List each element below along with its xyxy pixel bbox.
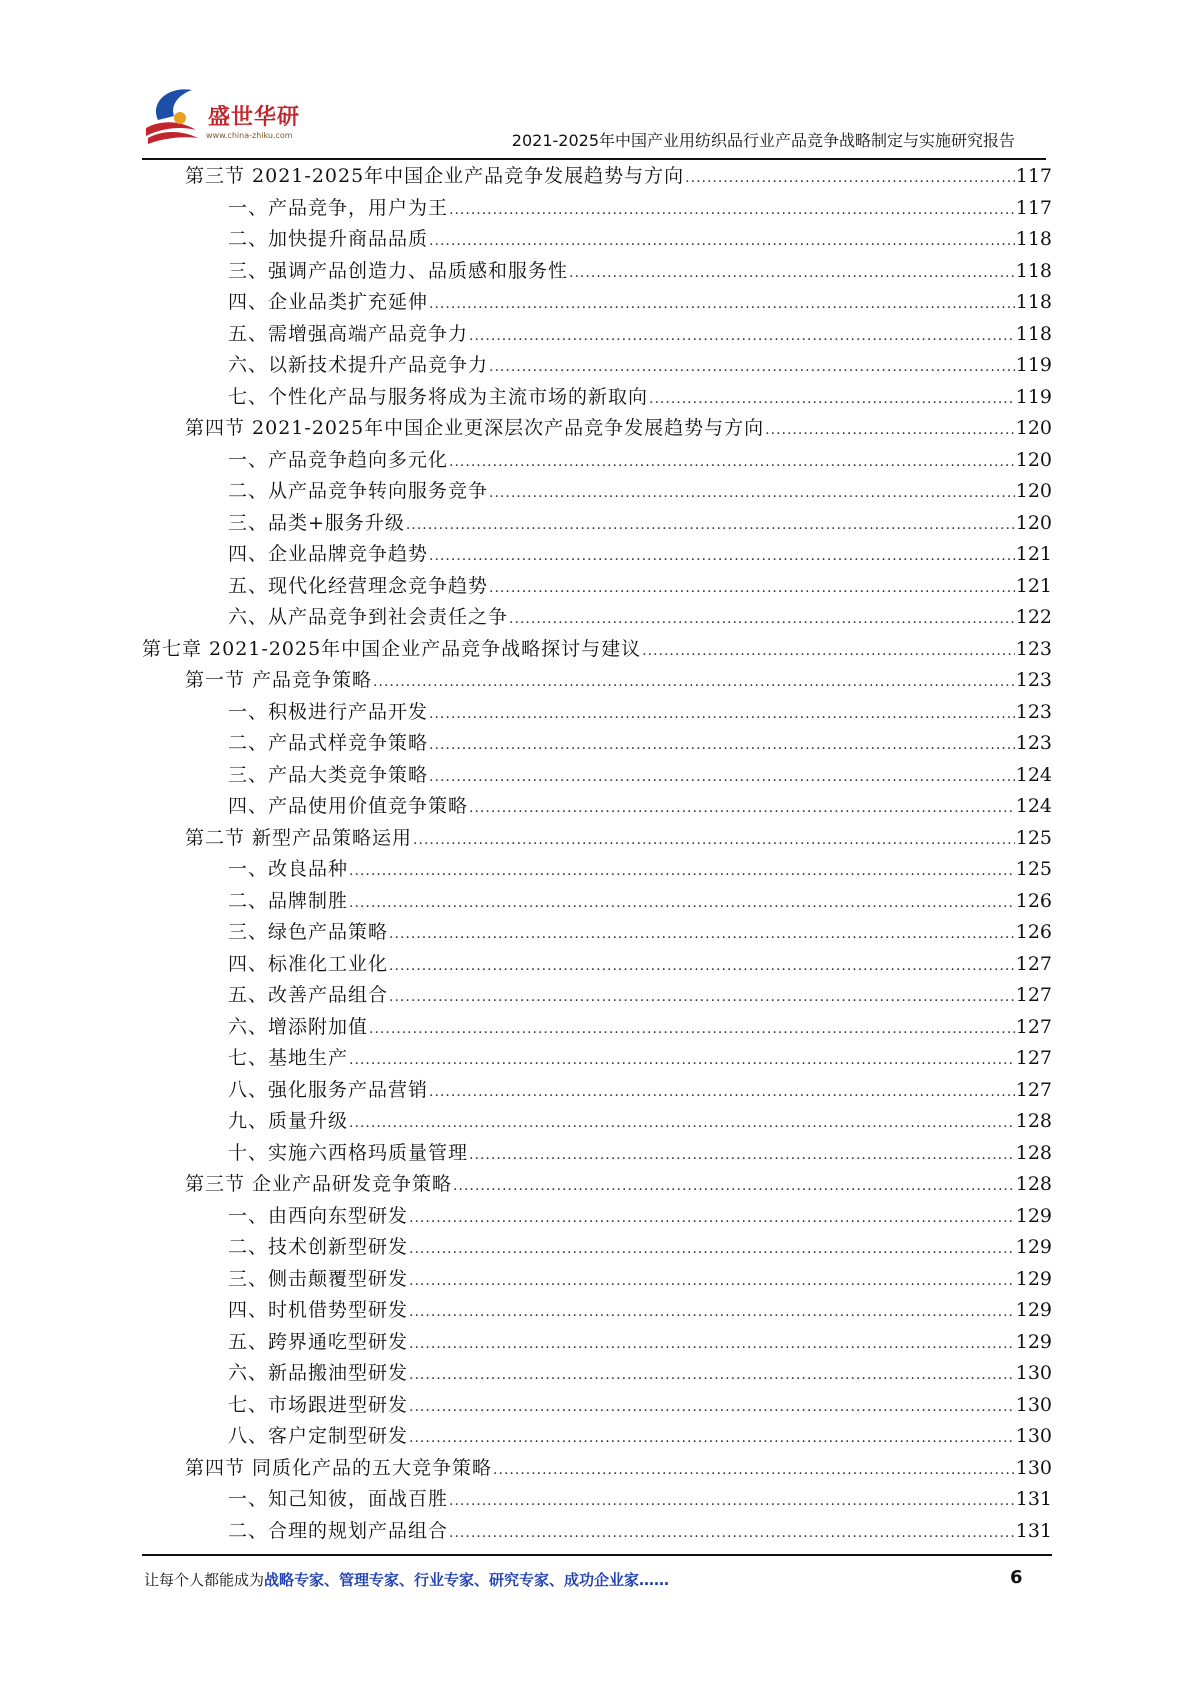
toc-leader-dots xyxy=(509,604,1015,636)
toc-leader-dots xyxy=(429,730,1015,762)
toc-entry-label: 三、绿色产品策略 xyxy=(228,921,389,943)
toc-entry[interactable] xyxy=(142,602,1052,634)
toc-entry-label: 一、改良品种 xyxy=(228,858,349,880)
toc-entry-label: 四、标准化工业化 xyxy=(228,952,389,975)
toc-entry[interactable] xyxy=(142,1421,1052,1453)
toc-entry-label: 五、需增强高端产品竞争力 xyxy=(228,322,469,345)
toc-leader-dots xyxy=(469,1140,1015,1172)
toc-entry-label: 三、产品大类竞争策略 xyxy=(228,763,429,786)
toc-entry-page: 120 xyxy=(1015,417,1052,439)
toc-entry-label: 二、加快提升商品品质 xyxy=(228,228,429,250)
toc-entry-page: 121 xyxy=(1015,574,1052,597)
toc-entry-page: 118 xyxy=(1015,322,1052,345)
toc-entry-page: 120 xyxy=(1015,480,1052,502)
toc-leader-dots xyxy=(429,541,1015,573)
toc-leader-dots xyxy=(449,1518,1015,1550)
toc-entry-label: 三、侧击颠覆型研发 xyxy=(228,1267,409,1290)
toc-entry-label: 一、产品竞争趋向多元化 xyxy=(228,448,449,471)
toc-leader-dots xyxy=(389,951,1015,983)
toc-leader-dots xyxy=(642,636,1015,668)
toc-entry-page: 119 xyxy=(1015,354,1052,376)
toc-entry-page: 126 xyxy=(1015,921,1052,943)
toc-entry[interactable] xyxy=(142,917,1052,949)
toc-entry-label: 二、产品式样竞争策略 xyxy=(228,732,429,754)
toc-leader-dots xyxy=(413,825,1015,857)
toc-entry[interactable] xyxy=(142,1138,1052,1170)
toc-entry[interactable] xyxy=(142,886,1052,918)
toc-entry[interactable] xyxy=(142,823,1052,855)
toc-leader-dots xyxy=(449,1486,1015,1518)
toc-entry-page: 118 xyxy=(1015,228,1052,250)
toc-entry-page: 117 xyxy=(1015,165,1052,187)
toc-entry-label: 二、从产品竞争转向服务竞争 xyxy=(228,480,489,502)
toc-entry-page: 125 xyxy=(1015,858,1052,880)
toc-entry[interactable] xyxy=(142,539,1052,571)
toc-entry[interactable] xyxy=(142,476,1052,508)
toc-leader-dots xyxy=(685,163,1015,195)
toc-entry-page: 119 xyxy=(1015,385,1052,408)
toc-entry-label: 一、知己知彼，面战百胜 xyxy=(228,1488,449,1510)
toc-entry-label: 八、强化服务产品营销 xyxy=(228,1078,429,1101)
toc-entry-label: 二、品牌制胜 xyxy=(228,889,349,912)
table-of-contents xyxy=(142,161,1052,1547)
footer-slogan-prefix: 让每个人都能成为 xyxy=(144,1571,265,1589)
toc-entry[interactable] xyxy=(142,791,1052,823)
toc-entry-page: 123 xyxy=(1015,732,1052,754)
toc-entry-page: 124 xyxy=(1015,795,1052,817)
toc-entry-page: 120 xyxy=(1015,448,1052,471)
toc-entry[interactable] xyxy=(142,634,1052,666)
toc-entry[interactable] xyxy=(142,1043,1052,1075)
toc-entry-label: 六、以新技术提升产品竞争力 xyxy=(228,354,489,376)
toc-leader-dots xyxy=(429,762,1015,794)
toc-leader-dots xyxy=(489,478,1015,510)
footer-divider xyxy=(142,1554,1052,1556)
toc-entry[interactable] xyxy=(142,980,1052,1012)
toc-entry-page: 118 xyxy=(1015,291,1052,313)
toc-leader-dots xyxy=(349,1045,1015,1077)
toc-entry[interactable] xyxy=(142,1484,1052,1516)
toc-entry-page: 120 xyxy=(1015,511,1052,534)
toc-entry[interactable] xyxy=(142,760,1052,792)
toc-entry-page: 130 xyxy=(1015,1456,1052,1479)
page-number: 6 xyxy=(1010,1567,1023,1588)
toc-leader-dots xyxy=(469,793,1015,825)
toc-entry-page: 130 xyxy=(1015,1425,1052,1447)
toc-entry[interactable] xyxy=(142,854,1052,886)
toc-entry-page: 130 xyxy=(1015,1362,1052,1384)
toc-entry-label: 三、品类+服务升级 xyxy=(228,511,405,534)
toc-entry-label: 四、产品使用价值竞争策略 xyxy=(228,795,469,817)
toc-entry-page: 129 xyxy=(1015,1236,1052,1258)
toc-leader-dots xyxy=(389,919,1015,951)
toc-leader-dots xyxy=(409,1360,1015,1392)
toc-leader-dots xyxy=(349,856,1015,888)
toc-entry[interactable] xyxy=(142,1106,1052,1138)
toc-entry-page: 123 xyxy=(1015,700,1052,723)
toc-leader-dots xyxy=(409,1329,1015,1361)
toc-leader-dots xyxy=(409,1297,1015,1329)
toc-leader-dots xyxy=(349,1108,1015,1140)
toc-entry[interactable] xyxy=(142,508,1052,540)
toc-leader-dots xyxy=(649,384,1015,416)
toc-leader-dots xyxy=(349,888,1015,920)
toc-entry-label: 三、强调产品创造力、品质感和服务性 xyxy=(228,259,569,282)
toc-entry-page: 131 xyxy=(1015,1488,1052,1510)
toc-entry-label: 第三节 2021-2025年中国企业产品竞争发展趋势与方向 xyxy=(185,165,685,187)
toc-entry[interactable] xyxy=(142,1516,1052,1548)
toc-entry-page: 129 xyxy=(1015,1299,1052,1321)
toc-entry[interactable] xyxy=(142,413,1052,445)
toc-leader-dots xyxy=(569,258,1015,290)
toc-entry-label: 六、从产品竞争到社会责任之争 xyxy=(228,606,509,628)
toc-leader-dots xyxy=(409,1392,1015,1424)
toc-entry[interactable] xyxy=(142,1012,1052,1044)
toc-leader-dots xyxy=(373,667,1015,699)
toc-entry-label: 九、质量升级 xyxy=(228,1110,349,1132)
toc-leader-dots xyxy=(409,1234,1015,1266)
toc-entry[interactable] xyxy=(142,697,1052,729)
toc-entry-label: 五、改善产品组合 xyxy=(228,984,389,1006)
toc-leader-dots xyxy=(409,1423,1015,1455)
toc-entry-label: 八、客户定制型研发 xyxy=(228,1425,409,1447)
toc-entry-label: 四、时机借势型研发 xyxy=(228,1299,409,1321)
toc-entry[interactable] xyxy=(142,445,1052,477)
toc-leader-dots xyxy=(429,289,1015,321)
toc-entry[interactable] xyxy=(142,224,1052,256)
toc-entry-label: 第三节 企业产品研发竞争策略 xyxy=(185,1173,453,1195)
toc-leader-dots xyxy=(493,1455,1015,1487)
footer-slogan-highlight: 战略专家、管理专家、行业专家、研究专家、成功企业家…… xyxy=(264,1571,670,1589)
toc-entry-label: 六、增添附加值 xyxy=(228,1015,369,1038)
toc-entry[interactable] xyxy=(142,665,1052,697)
toc-entry[interactable] xyxy=(142,382,1052,414)
toc-entry[interactable] xyxy=(142,1169,1052,1201)
toc-entry-label: 五、现代化经营理念竞争趋势 xyxy=(228,574,489,597)
report-title: 2021-2025年中国产业用纺织品行业产品竞争战略制定与实施研究报告 xyxy=(511,131,1015,150)
toc-leader-dots xyxy=(489,352,1015,384)
toc-entry-label: 一、由西向东型研发 xyxy=(228,1204,409,1227)
toc-entry-page: 127 xyxy=(1015,952,1052,975)
toc-entry-label: 一、产品竞争，用户为王 xyxy=(228,196,449,219)
toc-entry-page: 122 xyxy=(1015,606,1052,628)
footer-slogan xyxy=(144,1569,669,1590)
toc-leader-dots xyxy=(453,1171,1015,1203)
toc-leader-dots xyxy=(765,415,1015,447)
toc-entry-page: 121 xyxy=(1015,543,1052,565)
toc-entry-page: 128 xyxy=(1015,1110,1052,1132)
toc-leader-dots xyxy=(489,573,1015,605)
toc-entry-page: 127 xyxy=(1015,984,1052,1006)
toc-entry-label: 五、跨界通吃型研发 xyxy=(228,1330,409,1353)
toc-entry-page: 125 xyxy=(1015,826,1052,849)
toc-entry-page: 124 xyxy=(1015,763,1052,786)
toc-leader-dots xyxy=(429,226,1015,258)
toc-entry-label: 第一节 产品竞争策略 xyxy=(185,669,373,691)
toc-entry-page: 129 xyxy=(1015,1267,1052,1290)
toc-entry-page: 127 xyxy=(1015,1015,1052,1038)
toc-entry-label: 七、个性化产品与服务将成为主流市场的新取向 xyxy=(228,385,649,408)
header-divider xyxy=(142,158,1046,160)
toc-entry-label: 第二节 新型产品策略运用 xyxy=(185,826,413,849)
toc-entry-label: 第七章 2021-2025年中国企业产品竞争战略探讨与建议 xyxy=(142,637,642,660)
toc-entry[interactable] xyxy=(142,350,1052,382)
toc-leader-dots xyxy=(469,321,1015,353)
toc-entry-page: 127 xyxy=(1015,1047,1052,1069)
toc-entry-label: 十、实施六西格玛质量管理 xyxy=(228,1141,469,1164)
toc-entry-page: 127 xyxy=(1015,1078,1052,1101)
toc-entry-page: 123 xyxy=(1015,669,1052,691)
toc-entry-page: 129 xyxy=(1015,1204,1052,1227)
toc-entry-page: 130 xyxy=(1015,1393,1052,1416)
toc-leader-dots xyxy=(409,1203,1015,1235)
toc-entry-page: 126 xyxy=(1015,889,1052,912)
logo-url: www.china-zhiku.com xyxy=(206,131,293,140)
toc-leader-dots xyxy=(389,982,1015,1014)
toc-entry[interactable] xyxy=(142,319,1052,351)
toc-entry[interactable] xyxy=(142,1264,1052,1296)
toc-entry[interactable] xyxy=(142,1201,1052,1233)
toc-entry-label: 四、企业品类扩充延伸 xyxy=(228,291,429,313)
toc-entry[interactable] xyxy=(142,1327,1052,1359)
toc-leader-dots xyxy=(409,1266,1015,1298)
toc-entry-page: 129 xyxy=(1015,1330,1052,1353)
logo-text: 盛世华研 xyxy=(208,105,301,130)
toc-entry-page: 131 xyxy=(1015,1519,1052,1542)
toc-entry[interactable] xyxy=(142,193,1052,225)
toc-entry-page: 128 xyxy=(1015,1141,1052,1164)
toc-entry[interactable] xyxy=(142,161,1052,193)
toc-leader-dots xyxy=(449,195,1015,227)
toc-leader-dots xyxy=(406,510,1015,542)
toc-entry[interactable] xyxy=(142,1295,1052,1327)
toc-entry[interactable] xyxy=(142,728,1052,760)
toc-entry[interactable] xyxy=(142,287,1052,319)
toc-entry-label: 第四节 2021-2025年中国企业更深层次产品竞争发展趋势与方向 xyxy=(185,417,765,439)
toc-entry[interactable] xyxy=(142,1453,1052,1485)
toc-entry-label: 七、基地生产 xyxy=(228,1047,349,1069)
toc-entry-label: 六、新品搬油型研发 xyxy=(228,1362,409,1384)
toc-entry[interactable] xyxy=(142,256,1052,288)
toc-entry-label: 七、市场跟进型研发 xyxy=(228,1393,409,1416)
toc-entry-label: 四、企业品牌竞争趋势 xyxy=(228,543,429,565)
toc-entry[interactable] xyxy=(142,949,1052,981)
toc-leader-dots xyxy=(449,447,1015,479)
toc-entry[interactable] xyxy=(142,1390,1052,1422)
toc-entry-page: 117 xyxy=(1015,196,1052,219)
toc-leader-dots xyxy=(369,1014,1015,1046)
toc-entry-label: 二、合理的规划产品组合 xyxy=(228,1519,449,1542)
toc-entry[interactable] xyxy=(142,1358,1052,1390)
toc-entry-label: 二、技术创新型研发 xyxy=(228,1236,409,1258)
toc-entry-label: 第四节 同质化产品的五大竞争策略 xyxy=(185,1456,493,1479)
toc-entry[interactable] xyxy=(142,1075,1052,1107)
toc-entry-label: 一、积极进行产品开发 xyxy=(228,700,429,723)
toc-entry-page: 128 xyxy=(1015,1173,1052,1195)
toc-entry-page: 118 xyxy=(1015,259,1052,282)
toc-leader-dots xyxy=(429,1077,1015,1109)
toc-entry[interactable] xyxy=(142,1232,1052,1264)
toc-leader-dots xyxy=(429,699,1015,731)
toc-entry[interactable] xyxy=(142,571,1052,603)
toc-entry-page: 123 xyxy=(1015,637,1052,660)
